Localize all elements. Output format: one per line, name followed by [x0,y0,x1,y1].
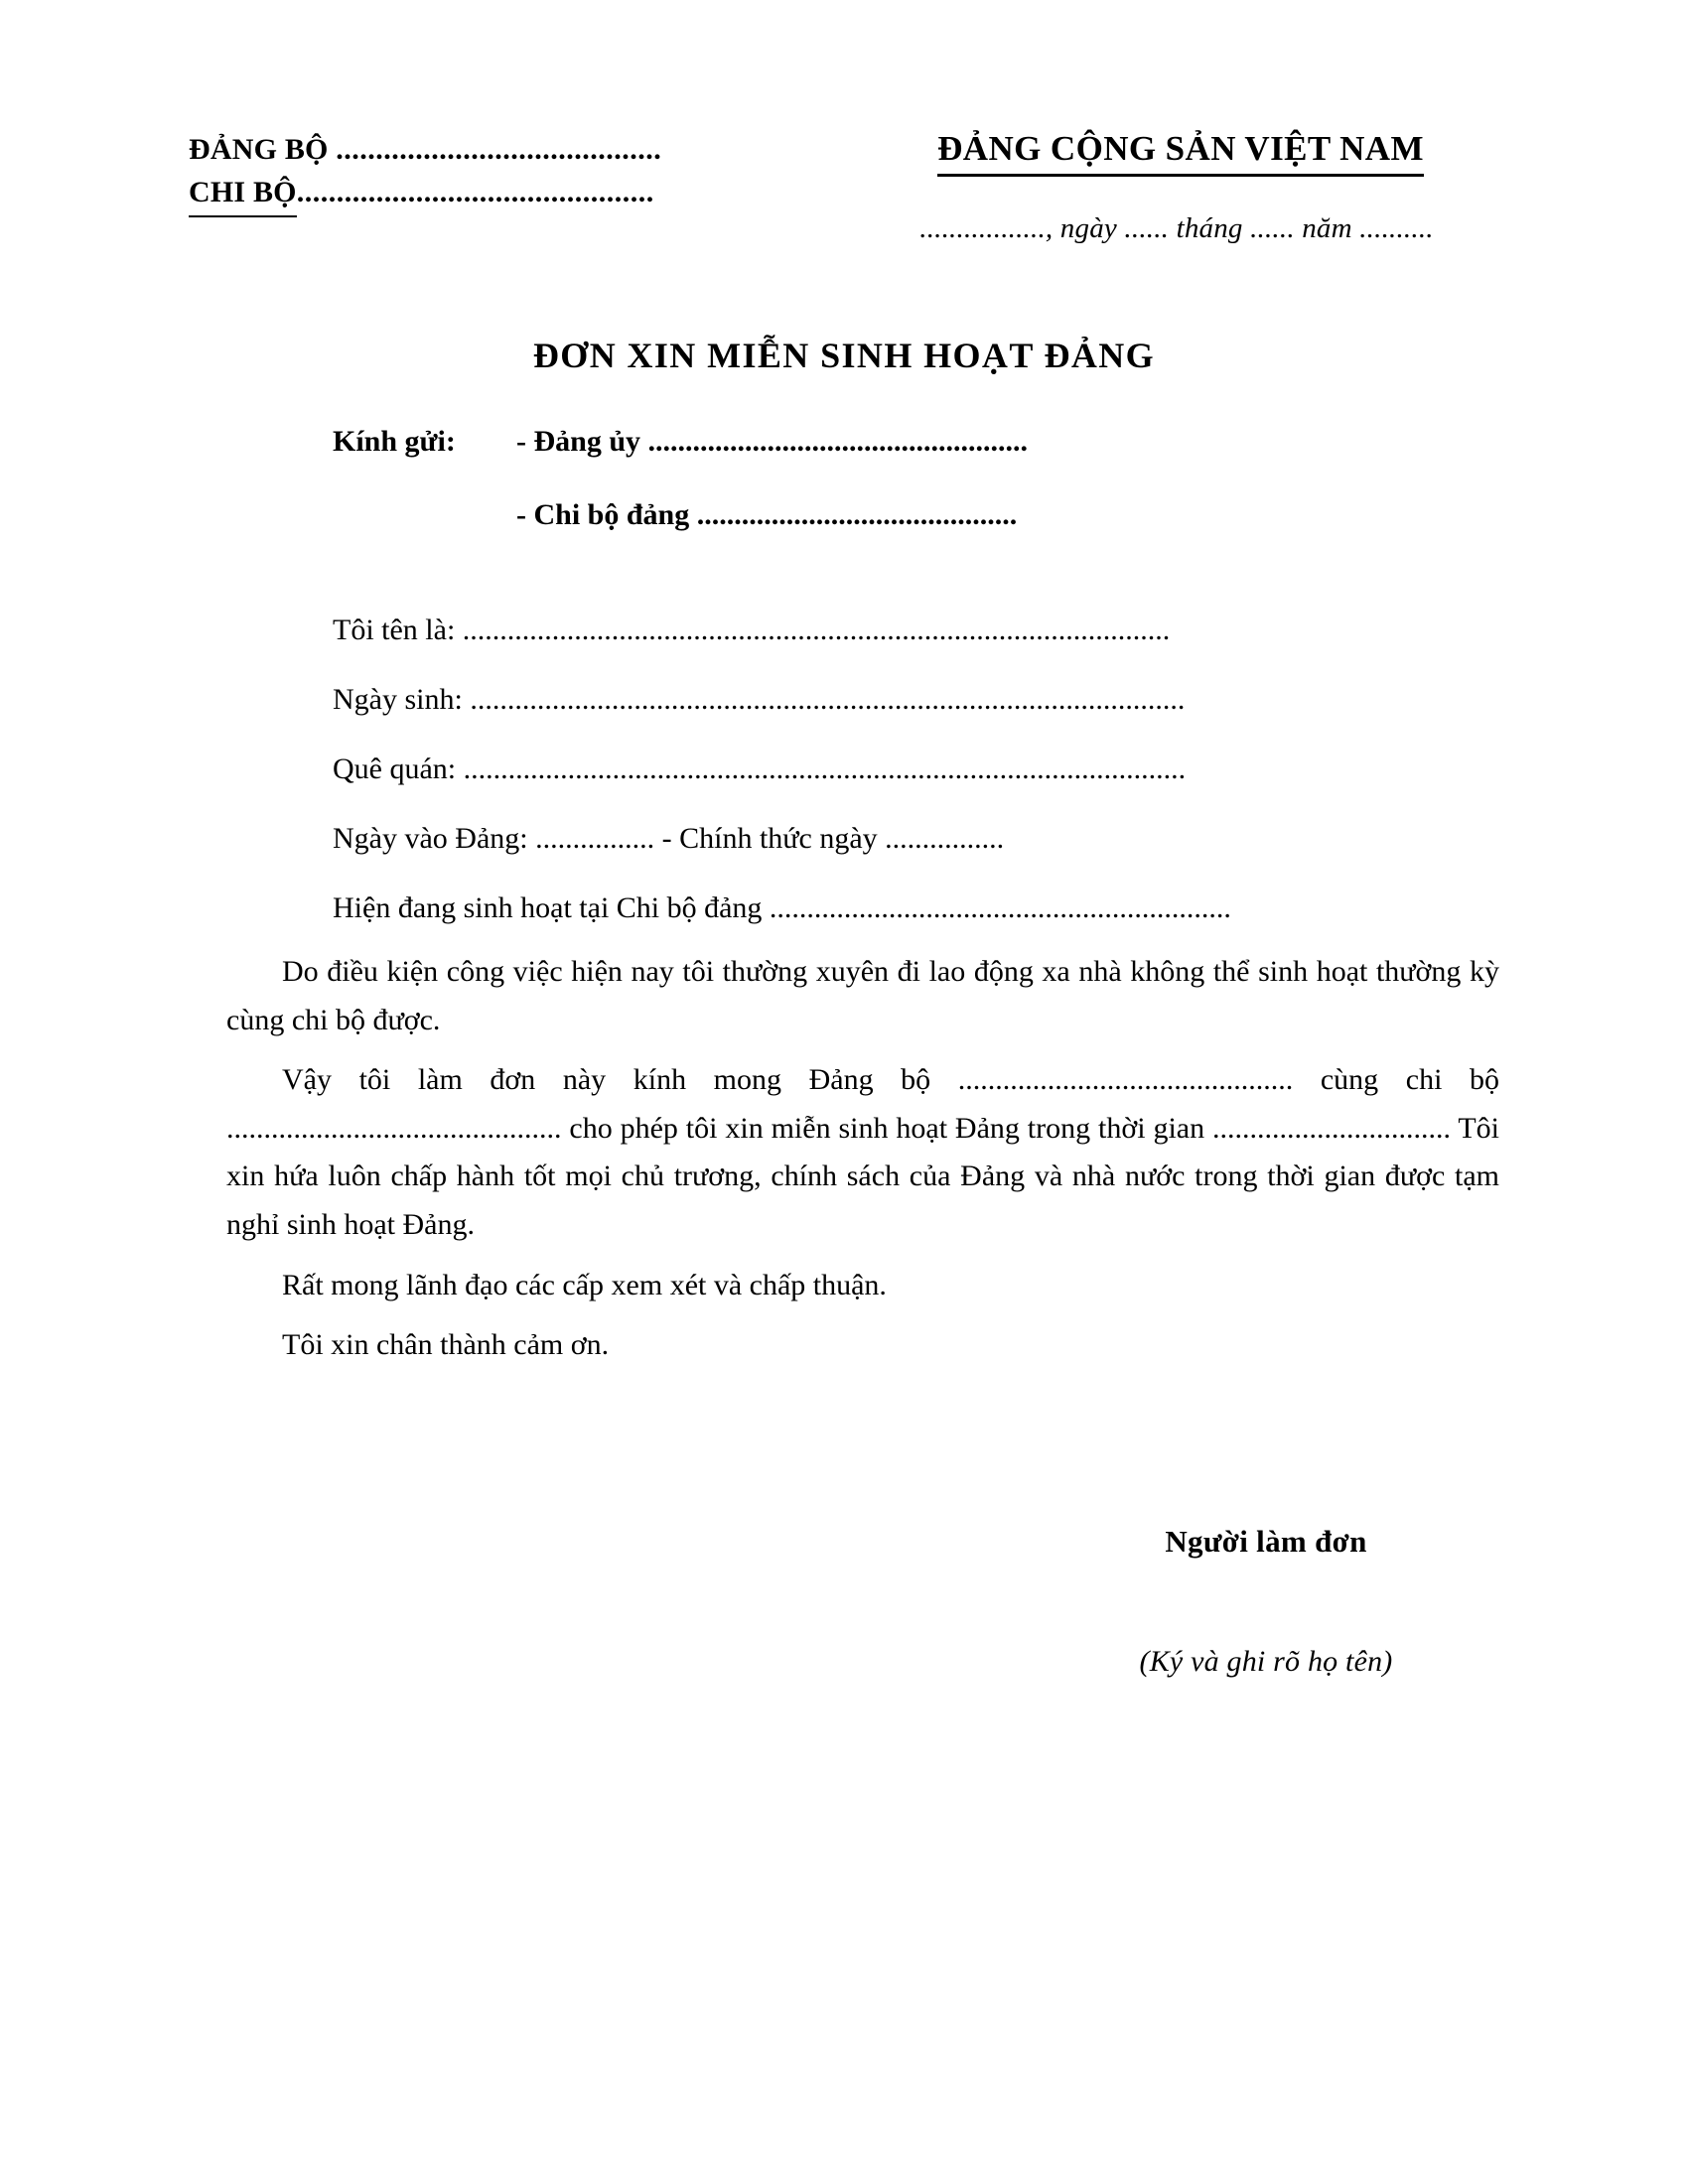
paragraph-reason: Do điều kiện công việc hiện nay tôi thường xuyên đi lao động xa nhà không thể sinh hoạt thường kỳ cùng chi bộ được. [226,955,1499,1036]
recipients-block [333,427,1028,530]
paragraph-approval-request: Rất mong lãnh đạo các cấp xem xét và chấp thuận. [282,1268,887,1301]
header-top-row [189,129,1509,245]
recipient-party-cell: - Chi bộ đảng ........................................... [516,498,1018,531]
party-cell-dots: ............................................. [296,175,654,208]
recipient-row [333,427,1028,457]
party-committee-label: ĐẢNG BỘ [189,133,329,166]
recipients-label: Kính gửi: [333,425,456,458]
national-party-title: ĐẢNG CỘNG SẢN VIỆT NAM [937,129,1424,177]
recipient-row [333,500,1028,530]
recipient-party-committee: - Đảng ủy ................................................... [516,425,1029,458]
place-date-line: ................., ngày ...... tháng ...... năm .......... [919,212,1434,244]
field-hometown: Quê quán: ................................................................................................. [333,752,1187,785]
field-full-name: Tôi tên là: ............................................................................................... [333,614,1171,646]
document-header [189,129,1509,245]
paragraph-request: Vậy tôi làm đơn này kính mong Đảng bộ ............................................. cùng chi bộ ............................................. cho phép tôi xin miễn sinh hoạt Đảng trong thời gian ................................ Tôi xin hứa luôn chấp hành tốt mọi chủ trương, chính sách của Đảng và nhà nước trong thời gian được tạm nghỉ sinh hoạt Đảng. [226,1063,1499,1241]
page-title: ĐƠN XIN MIỄN SINH HOẠT ĐẢNG [532,336,1156,375]
party-committee-dots: ......................................... [336,133,662,166]
signature-title: Người làm đơn [1165,1524,1367,1559]
signature-block [1033,1524,1499,1679]
signature-instruction: (Ký và ghi rõ họ tên) [1139,1645,1393,1678]
field-current-party-cell: Hiện đang sinh hoạt tại Chi bộ đảng .............................................................. [333,891,1231,924]
field-party-join-date: Ngày vào Đảng: ................ - Chính thức ngày ................ [333,822,1005,855]
header-left-column [189,129,834,217]
party-cell-label: CHI BỘ [189,175,297,208]
document-body [226,948,1499,1382]
party-cell-line [189,172,834,218]
header-right-column [834,129,1509,245]
party-cell-underlined-group [189,172,297,218]
applicant-fields [333,615,1494,923]
field-date-of-birth: Ngày sinh: ................................................................................................ [333,683,1186,716]
recipients-label-spacer [333,500,516,530]
paragraph-thanks: Tôi xin chân thành cảm ơn. [282,1328,610,1362]
party-committee-line [189,129,834,172]
